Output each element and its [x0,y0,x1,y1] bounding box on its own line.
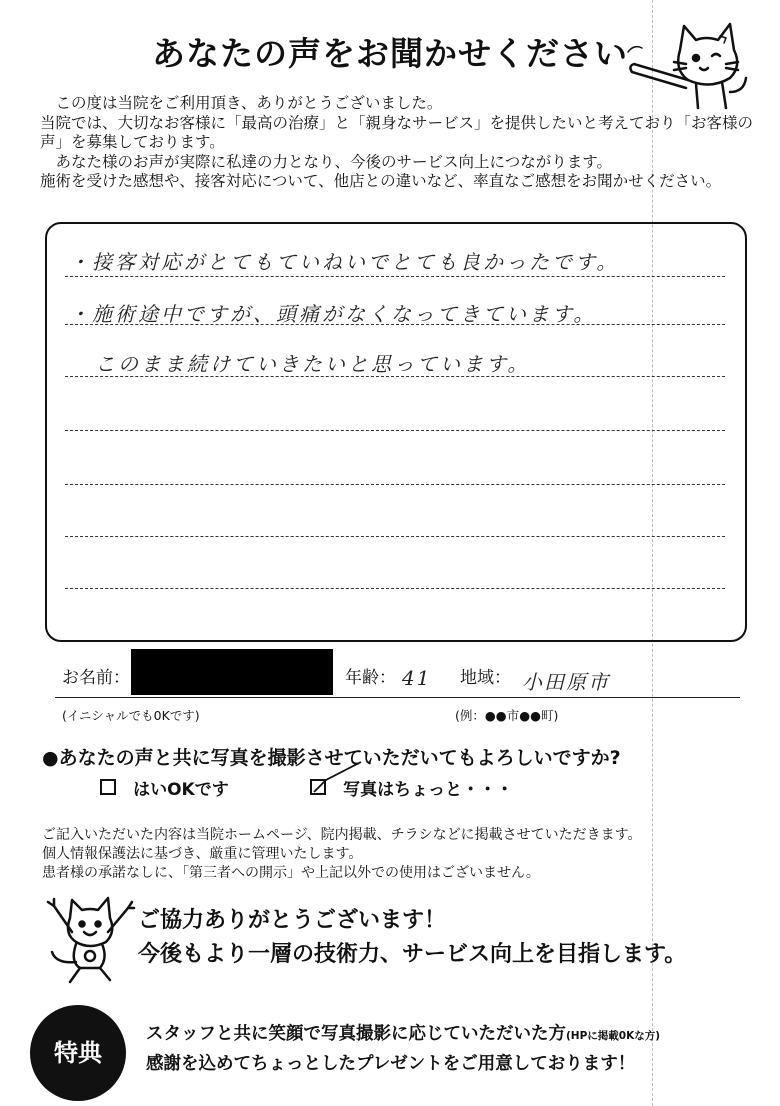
intro-line: この度は当院をご利用頂き、ありがとうございました。 [55,94,443,112]
handwritten-comment: このまま続けていきたいと思っています。 [95,352,531,376]
option-no-label: 写真はちょっと・・・ [343,780,514,800]
note-line: ご記入いただいた内容は当院ホームページ、院内掲載、チラシなどに掲載させていただきます。 [42,827,642,843]
note-line: 患者様の承諾なしに、「第三者への開示」や上記以外での使用はございません。 [42,865,540,881]
writing-line [65,376,725,377]
age-value[interactable]: 41 [402,666,432,690]
perk-line-note: (HPに掲載0Kな方) [566,1030,661,1042]
handwritten-comment: ・施術途中ですが、頭痛がなくなってきています。 [69,302,597,326]
note-line: 個人情報保護法に基づき、厳重に管理いたします。 [42,846,363,862]
writing-line [65,588,725,589]
comment-box[interactable] [45,222,747,642]
writing-line [65,536,725,537]
perk-text [146,1020,660,1078]
writing-line [65,430,725,431]
intro-line: あなた様のお声が実際に私達の力となり、今後のサービス向上につながります。 [55,152,612,171]
perk-line: 感謝を込めてちょっとしたプレゼントをご用意しております！ [146,1054,636,1074]
region-hint: (例：●●市●●町) [455,708,559,723]
intro-line: 当院では、大切なお客様に「最高の治療」と「親身なサービス」を提供したいと考えており「お客様の声」を募集しております。 [40,113,754,151]
checkbox-yes[interactable] [100,779,116,795]
cat-cheering-icon [40,892,136,988]
intro-text [40,94,760,192]
thanks-line: ご協力ありがとうございます！ [138,908,447,933]
check-mark-icon [306,756,366,796]
option-yes[interactable] [100,775,229,800]
redacted-name [131,649,333,695]
privacy-notes [42,826,762,883]
perk-badge: 特典 [30,1005,126,1101]
page-title: あなたの声をお聞かせください [152,34,628,73]
name-label: お名前： [62,668,130,688]
writing-line [65,324,725,325]
age-label: 年齢： [345,668,396,688]
handwritten-comment: ・接客対応がとてもていねいでとても良かったです。 [69,250,620,274]
region-label: 地域： [460,668,511,688]
name-hint: (イニシャルでも0Kです) [62,708,200,723]
perk-line: スタッフと共に笑顔で写真撮影に応じていただいた方 [146,1024,566,1044]
option-yes-label: はいOKです [133,780,229,800]
form-underline [55,697,740,698]
region-value[interactable]: 小田原市 [522,670,610,694]
thanks-message [138,904,686,972]
writing-line [65,276,725,277]
thanks-line: 今後もより一層の技術力、サービス向上を目指します。 [138,942,687,967]
photo-question: ●あなたの声と共に写真を撮影させていただいてもよろしいですか? [42,747,621,769]
intro-line: 施術を受けた感想や、接客対応について、他店との違いなど、率直なご感想をお聞かせください。 [40,172,722,190]
writing-line [65,484,725,485]
